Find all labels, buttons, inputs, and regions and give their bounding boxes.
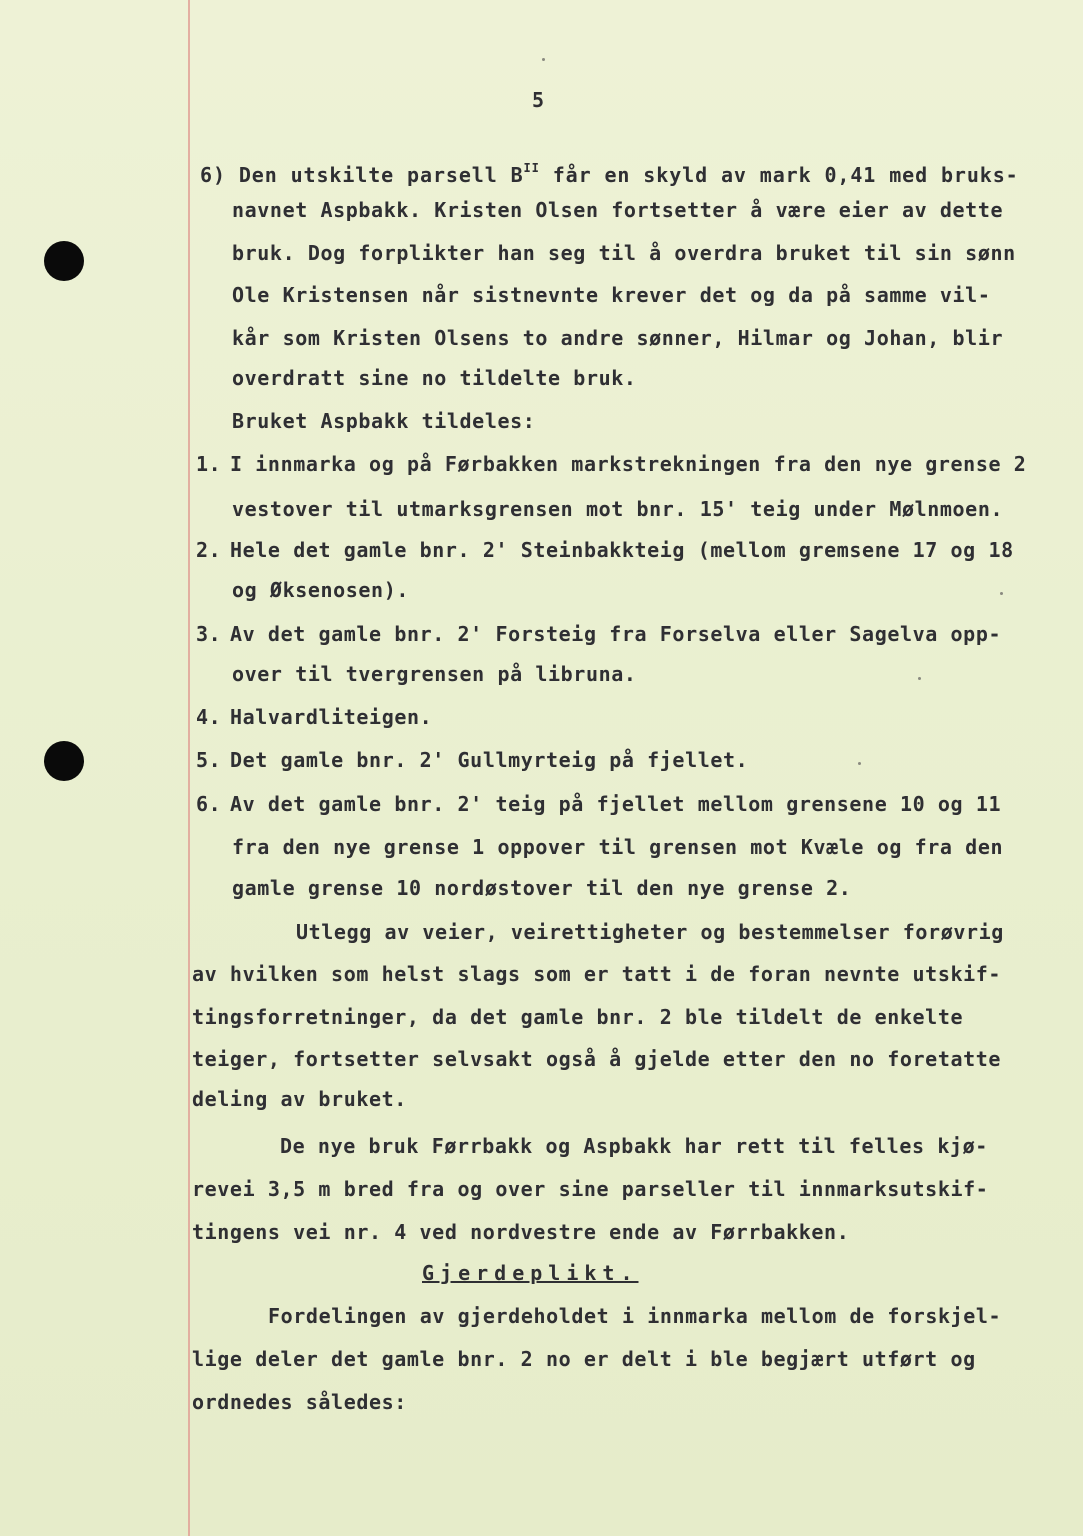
speck	[542, 58, 545, 61]
list-text: Av det gamle bnr. 2' teig på fjellet mellom grensene 10 og 11	[230, 792, 1002, 816]
list-text: I innmarka og på Førbakken markstrekningen fra den nye grense 2	[230, 452, 1027, 476]
speck	[858, 762, 861, 765]
page-number: 5	[532, 88, 545, 112]
list-number: 5.	[196, 748, 222, 772]
list-text: Halvardliteigen.	[230, 705, 433, 729]
text-line: navnet Aspbakk. Kristen Olsen fortsetter å være eier av dette	[232, 198, 1004, 222]
speck	[918, 677, 921, 680]
text-line	[200, 156, 1019, 187]
list-number: 4.	[196, 705, 222, 729]
text-line: gamle grense 10 nordøstover til den nye grense 2.	[232, 876, 852, 900]
list-item	[196, 705, 432, 729]
list-number: 2.	[196, 538, 222, 562]
text-line: bruk. Dog forplikter han seg til å overdra bruket til sin sønn	[232, 241, 1016, 265]
text-line: over til tvergrensen på libruna.	[232, 662, 637, 686]
text-line: kår som Kristen Olsens to andre sønner, Hilmar og Johan, blir	[232, 326, 1004, 350]
text-line: tingens vei nr. 4 ved nordvestre ende av Førrbakken.	[192, 1220, 850, 1244]
section-intro: Bruket Aspbakk tildeles:	[232, 409, 536, 433]
list-item	[196, 792, 1001, 816]
list-number: 6.	[196, 792, 222, 816]
list-text: Av det gamle bnr. 2' Forsteig fra Forselva eller Sagelva opp-	[230, 622, 1002, 646]
section-heading: Gjerdeplikt.	[422, 1261, 639, 1285]
punch-hole	[44, 741, 84, 781]
text-line: deling av bruket.	[192, 1087, 407, 1111]
punch-hole	[44, 241, 84, 281]
text-line: Utlegg av veier, veirettigheter og bestemmelser forøvrig	[296, 920, 1004, 944]
list-item	[196, 748, 748, 772]
list-item	[196, 538, 1014, 562]
text-line: og Øksenosen).	[232, 578, 409, 602]
text-line: Fordelingen av gjerdeholdet i innmarka mellom de forskjel-	[268, 1304, 1002, 1328]
margin-rule	[188, 0, 190, 1536]
list-text: Det gamle bnr. 2' Gullmyrteig på fjellet.	[230, 748, 749, 772]
list-item	[196, 452, 1026, 476]
text-segment: 6) Den utskilte parsell B	[200, 163, 524, 187]
text-line: av hvilken som helst slags som er tatt i de foran nevnte utskif-	[192, 962, 1002, 986]
list-item	[196, 622, 1001, 646]
text-line: lige deler det gamle bnr. 2 no er delt i ble begjært utført og	[192, 1347, 976, 1371]
text-line: ordnedes således:	[192, 1390, 407, 1414]
list-number: 1.	[196, 452, 222, 476]
text-line: De nye bruk Førrbakk og Aspbakk har rett til felles kjø-	[280, 1134, 988, 1158]
text-line: tingsforretninger, da det gamle bnr. 2 ble tildelt de enkelte	[192, 1005, 964, 1029]
text-line: vestover til utmarksgrensen mot bnr. 15' teig under Mølnmoen.	[232, 497, 1004, 521]
text-line: Ole Kristensen når sistnevnte krever det og da på samme vil-	[232, 283, 991, 307]
list-text: Hele det gamle bnr. 2' Steinbakkteig (mellom gremsene 17 og 18	[230, 538, 1014, 562]
text-line: teiger, fortsetter selvsakt også å gjelde etter den no foretatte	[192, 1047, 1002, 1071]
superscript: II	[523, 161, 540, 175]
text-line: revei 3,5 m bred fra og over sine parseller til innmarksutskif-	[192, 1177, 989, 1201]
text-line: overdratt sine no tildelte bruk.	[232, 366, 637, 390]
text-segment: får en skyld av mark 0,41 med bruks-	[539, 163, 1019, 187]
speck	[1000, 592, 1003, 595]
text-line: fra den nye grense 1 oppover til grensen mot Kvæle og fra den	[232, 835, 1004, 859]
list-number: 3.	[196, 622, 222, 646]
